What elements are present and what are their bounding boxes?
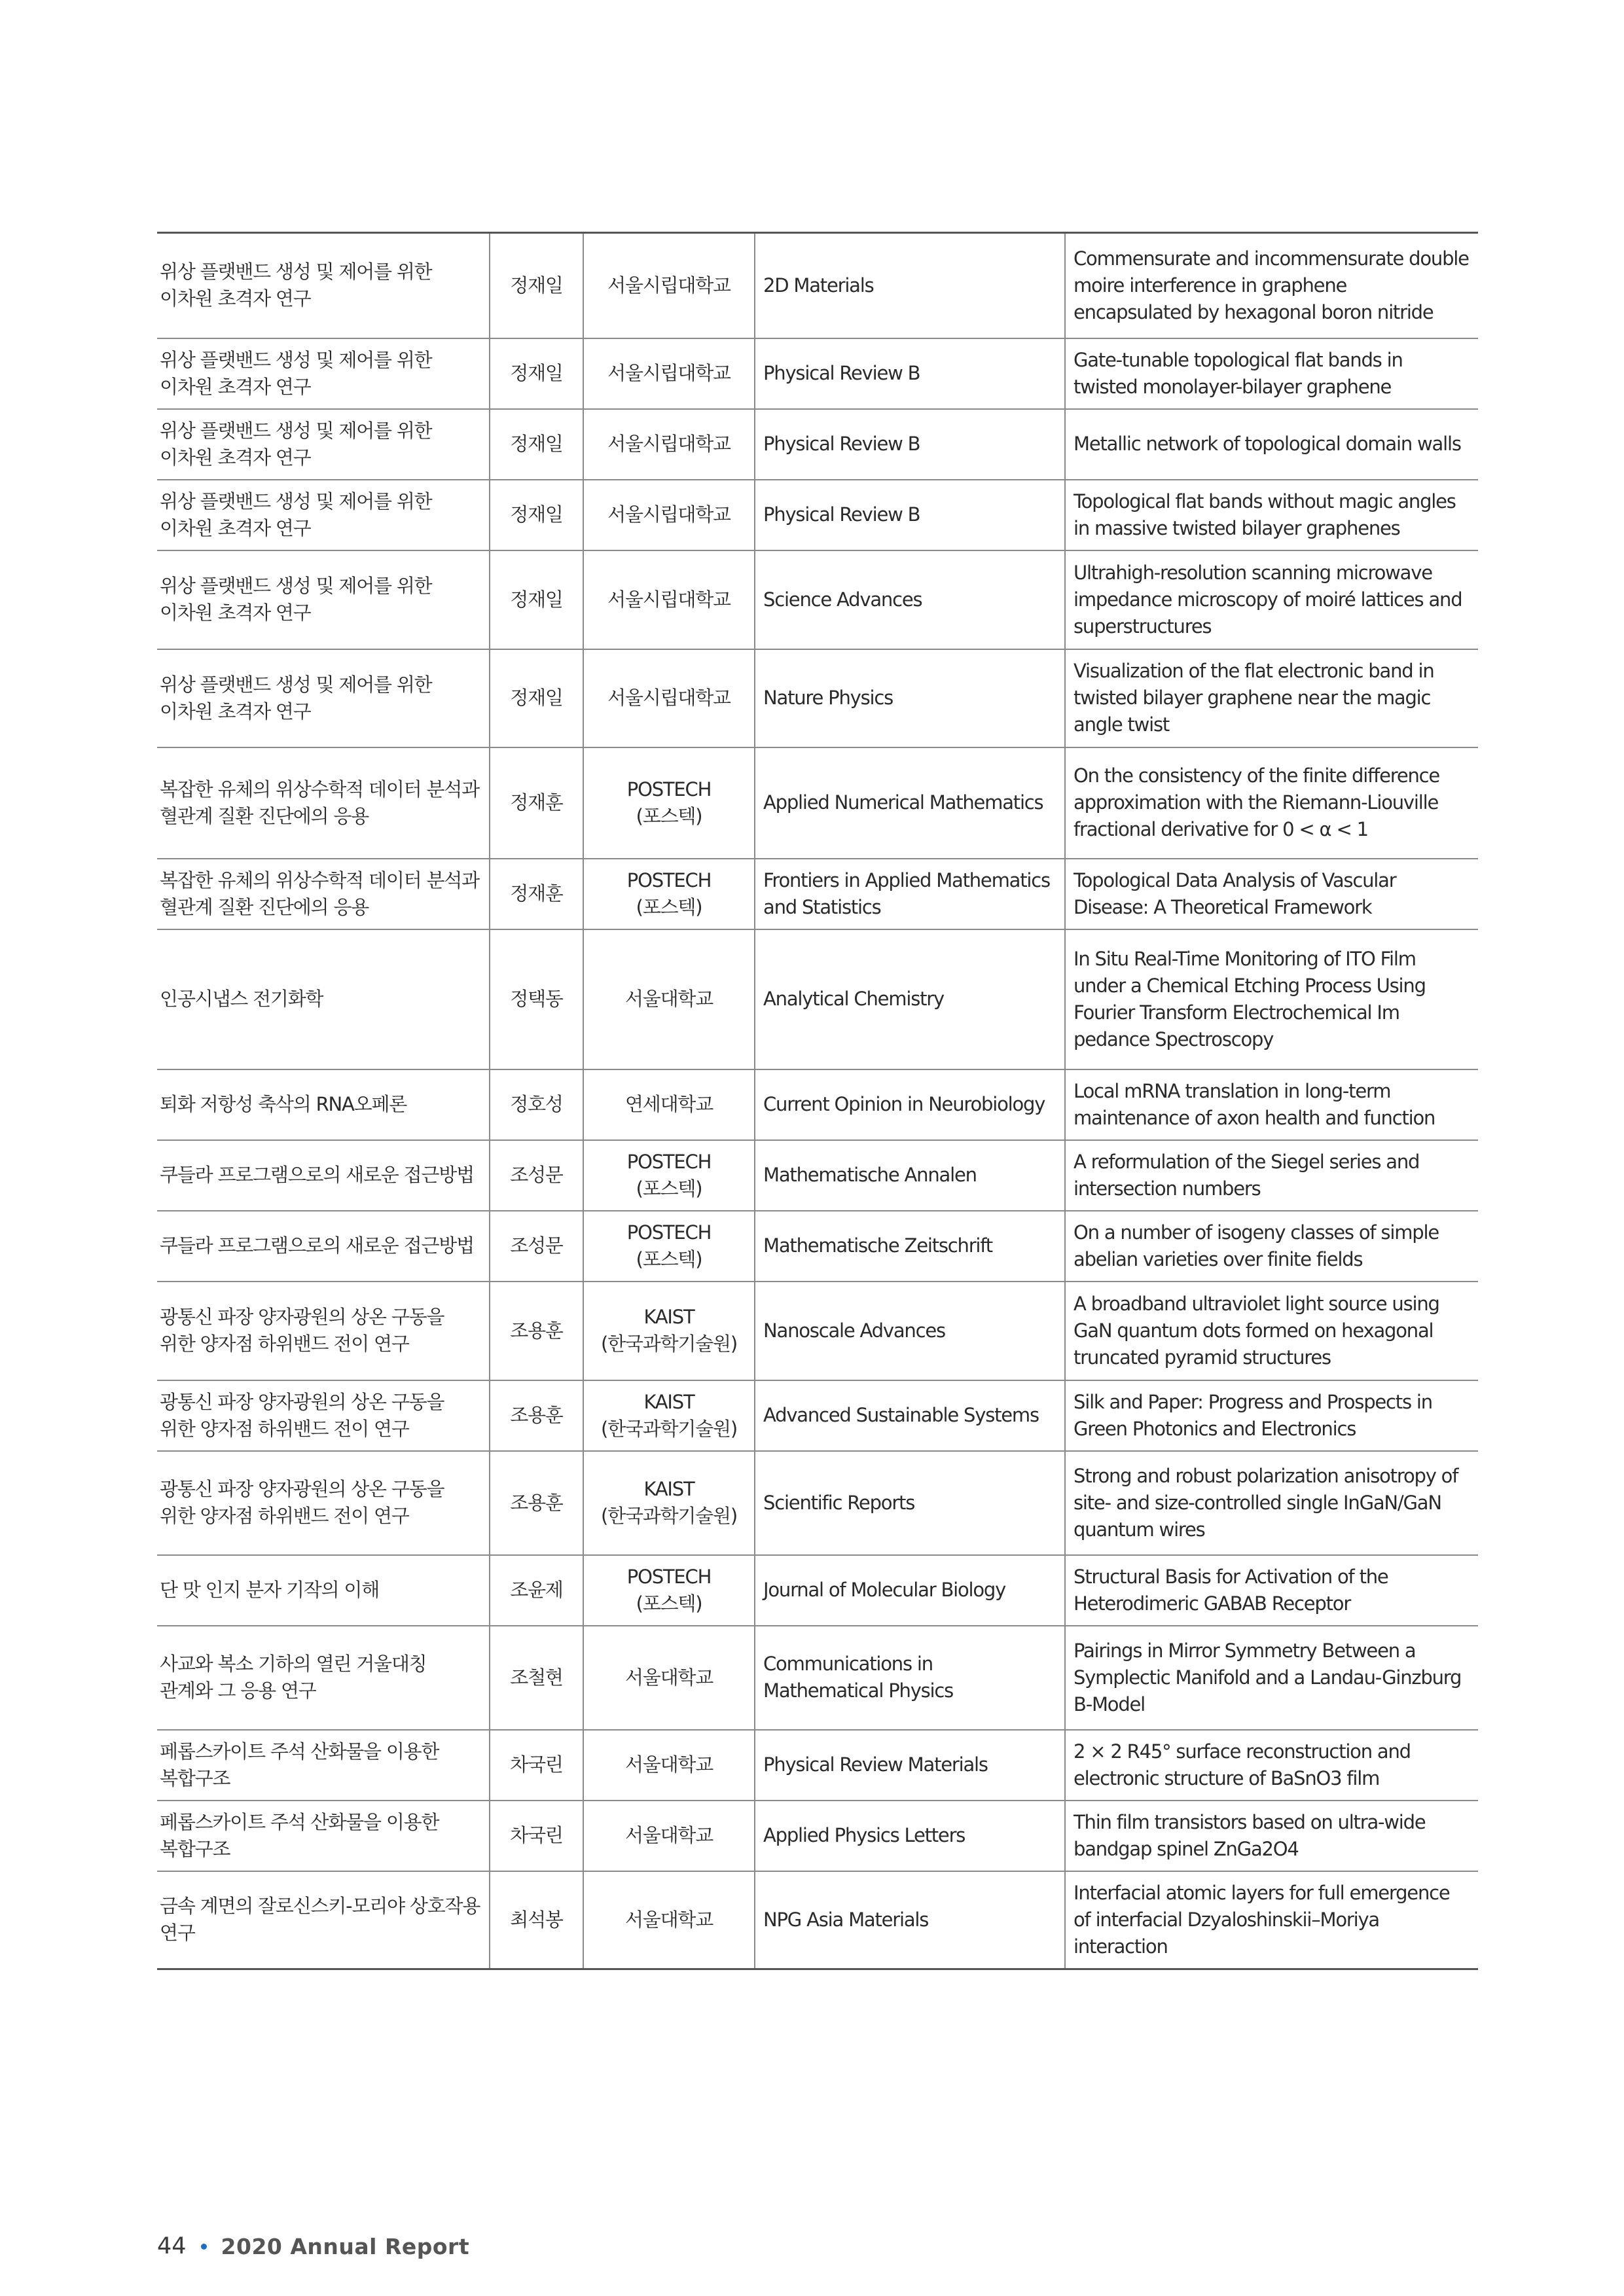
paper-title-cell: On the consistency of the finite difference approximation with the Riemann-Liouville fractional derivative for 0 < α < 1 [1065, 747, 1478, 859]
paper-title-cell: Strong and robust polarization anisotropy of site- and size-controlled single InGaN/GaN quantum wires [1065, 1451, 1478, 1555]
journal-cell: Nanoscale Advances [755, 1282, 1065, 1380]
journal-cell: Nature Physics [755, 649, 1065, 747]
researcher-cell: 조용훈 [490, 1380, 583, 1451]
researcher-cell: 정재일 [490, 338, 583, 409]
institution-cell: 서울대학교 [583, 1871, 755, 1969]
institution-cell: 연세대학교 [583, 1069, 755, 1140]
paper-title-cell: A broadband ultraviolet light source using GaN quantum dots formed on hexagonal truncated pyramid structures [1065, 1282, 1478, 1380]
researcher-cell: 조성문 [490, 1211, 583, 1282]
researcher-cell: 차국린 [490, 1730, 583, 1801]
institution-cell: KAIST (한국과학기술원) [583, 1451, 755, 1555]
institution-cell: 서울시립대학교 [583, 480, 755, 550]
publications-table-body [157, 233, 1478, 1969]
project-cell: 단 맛 인지 분자 기작의 이해 [157, 1555, 490, 1626]
table-row [157, 747, 1478, 859]
institution-cell: 서울대학교 [583, 1801, 755, 1871]
researcher-cell: 조성문 [490, 1140, 583, 1211]
researcher-cell: 정택동 [490, 929, 583, 1069]
table-row [157, 1140, 1478, 1211]
researcher-cell: 정재일 [490, 409, 583, 480]
paper-title-cell: Ultrahigh-resolution scanning microwave impedance microscopy of moiré lattices and superstructures [1065, 550, 1478, 649]
project-cell: 금속 계면의 잘로신스키-모리야 상호작용 연구 [157, 1871, 490, 1969]
project-cell: 위상 플랫밴드 생성 및 제어를 위한 이차원 초격자 연구 [157, 233, 490, 338]
project-cell: 광통신 파장 양자광원의 상온 구동을 위한 양자점 하위밴드 전이 연구 [157, 1451, 490, 1555]
researcher-cell: 조용훈 [490, 1282, 583, 1380]
paper-title-cell: Visualization of the flat electronic band in twisted bilayer graphene near the magic angle twist [1065, 649, 1478, 747]
table-row [157, 1871, 1478, 1969]
table-row [157, 480, 1478, 550]
institution-cell: 서울시립대학교 [583, 649, 755, 747]
paper-title-cell: Local mRNA translation in long-term maintenance of axon health and function [1065, 1069, 1478, 1140]
institution-cell: KAIST (한국과학기술원) [583, 1380, 755, 1451]
paper-title-cell: Gate-tunable topological flat bands in twisted monolayer-bilayer graphene [1065, 338, 1478, 409]
journal-cell: Scientific Reports [755, 1451, 1065, 1555]
table-row [157, 1801, 1478, 1871]
institution-cell: POSTECH (포스텍) [583, 747, 755, 859]
project-cell: 위상 플랫밴드 생성 및 제어를 위한 이차원 초격자 연구 [157, 480, 490, 550]
table-row [157, 859, 1478, 929]
paper-title-cell: Topological flat bands without magic angles in massive twisted bilayer graphenes [1065, 480, 1478, 550]
table-row [157, 1626, 1478, 1730]
paper-title-cell: Thin film transistors based on ultra-wide bandgap spinel ZnGa2O4 [1065, 1801, 1478, 1871]
paper-title-cell: Interfacial atomic layers for full emergence of interfacial Dzyaloshinskii–Moriya interaction [1065, 1871, 1478, 1969]
journal-cell: Applied Numerical Mathematics [755, 747, 1065, 859]
table-row [157, 929, 1478, 1069]
researcher-cell: 차국린 [490, 1801, 583, 1871]
journal-cell: Frontiers in Applied Mathematics and Statistics [755, 859, 1065, 929]
researcher-cell: 정재일 [490, 480, 583, 550]
paper-title-cell: 2 × 2 R45° surface reconstruction and electronic structure of BaSnO3 film [1065, 1730, 1478, 1801]
researcher-cell: 정재일 [490, 550, 583, 649]
paper-title-cell: Metallic network of topological domain walls [1065, 409, 1478, 480]
institution-cell: POSTECH (포스텍) [583, 1555, 755, 1626]
researcher-cell: 정재일 [490, 649, 583, 747]
table-row [157, 649, 1478, 747]
project-cell: 위상 플랫밴드 생성 및 제어를 위한 이차원 초격자 연구 [157, 409, 490, 480]
project-cell: 광통신 파장 양자광원의 상온 구동을 위한 양자점 하위밴드 전이 연구 [157, 1282, 490, 1380]
institution-cell: POSTECH (포스텍) [583, 1140, 755, 1211]
project-cell: 인공시냅스 전기화학 [157, 929, 490, 1069]
journal-cell: Journal of Molecular Biology [755, 1555, 1065, 1626]
institution-cell: POSTECH (포스텍) [583, 1211, 755, 1282]
table-row [157, 338, 1478, 409]
table-row [157, 409, 1478, 480]
journal-cell: Physical Review B [755, 338, 1065, 409]
table-row [157, 233, 1478, 338]
paper-title-cell: A reformulation of the Siegel series and intersection numbers [1065, 1140, 1478, 1211]
project-cell: 페롭스카이트 주석 산화물을 이용한 복합구조 [157, 1730, 490, 1801]
table-row [157, 1451, 1478, 1555]
paper-title-cell: Pairings in Mirror Symmetry Between a Symplectic Manifold and a Landau-Ginzburg B-Model [1065, 1626, 1478, 1730]
report-title: 2020 Annual Report [221, 2233, 470, 2259]
bullet-dot-icon [201, 2244, 207, 2250]
project-cell: 위상 플랫밴드 생성 및 제어를 위한 이차원 초격자 연구 [157, 649, 490, 747]
institution-cell: 서울시립대학교 [583, 233, 755, 338]
journal-cell: Current Opinion in Neurobiology [755, 1069, 1065, 1140]
page-number: 44 [157, 2233, 187, 2259]
researcher-cell: 최석봉 [490, 1871, 583, 1969]
project-cell: 위상 플랫밴드 생성 및 제어를 위한 이차원 초격자 연구 [157, 338, 490, 409]
institution-cell: 서울대학교 [583, 1730, 755, 1801]
researcher-cell: 조용훈 [490, 1451, 583, 1555]
table-row [157, 1211, 1478, 1282]
project-cell: 복잡한 유체의 위상수학적 데이터 분석과 혈관계 질환 진단에의 응용 [157, 747, 490, 859]
institution-cell: 서울시립대학교 [583, 409, 755, 480]
institution-cell: 서울시립대학교 [583, 550, 755, 649]
publications-table-wrap [157, 232, 1478, 1970]
researcher-cell: 조철현 [490, 1626, 583, 1730]
paper-title-cell: On a number of isogeny classes of simple abelian varieties over finite fields [1065, 1211, 1478, 1282]
project-cell: 복잡한 유체의 위상수학적 데이터 분석과 혈관계 질환 진단에의 응용 [157, 859, 490, 929]
project-cell: 페롭스카이트 주석 산화물을 이용한 복합구조 [157, 1801, 490, 1871]
table-row [157, 1730, 1478, 1801]
journal-cell: 2D Materials [755, 233, 1065, 338]
journal-cell: Advanced Sustainable Systems [755, 1380, 1065, 1451]
project-cell: 광통신 파장 양자광원의 상온 구동을 위한 양자점 하위밴드 전이 연구 [157, 1380, 490, 1451]
institution-cell: 서울시립대학교 [583, 338, 755, 409]
institution-cell: 서울대학교 [583, 929, 755, 1069]
paper-title-cell: Topological Data Analysis of Vascular Disease: A Theoretical Framework [1065, 859, 1478, 929]
paper-title-cell: Silk and Paper: Progress and Prospects in Green Photonics and Electronics [1065, 1380, 1478, 1451]
project-cell: 쿠들라 프로그램으로의 새로운 접근방법 [157, 1211, 490, 1282]
researcher-cell: 정재훈 [490, 747, 583, 859]
paper-title-cell: Structural Basis for Activation of the Heterodimeric GABAB Receptor [1065, 1555, 1478, 1626]
table-row [157, 1380, 1478, 1451]
page-footer [157, 2233, 469, 2259]
institution-cell: KAIST (한국과학기술원) [583, 1282, 755, 1380]
journal-cell: Analytical Chemistry [755, 929, 1065, 1069]
table-row [157, 1069, 1478, 1140]
journal-cell: Mathematische Zeitschrift [755, 1211, 1065, 1282]
institution-cell: 서울대학교 [583, 1626, 755, 1730]
journal-cell: NPG Asia Materials [755, 1871, 1065, 1969]
table-row [157, 1282, 1478, 1380]
journal-cell: Physical Review Materials [755, 1730, 1065, 1801]
table-row [157, 550, 1478, 649]
project-cell: 위상 플랫밴드 생성 및 제어를 위한 이차원 초격자 연구 [157, 550, 490, 649]
paper-title-cell: In Situ Real-Time Monitoring of ITO Film under a Chemical Etching Process Using Fourier Transform Electrochemical Im pedance Spectroscopy [1065, 929, 1478, 1069]
project-cell: 사교와 복소 기하의 열린 거울대칭 관계와 그 응용 연구 [157, 1626, 490, 1730]
project-cell: 쿠들라 프로그램으로의 새로운 접근방법 [157, 1140, 490, 1211]
journal-cell: Physical Review B [755, 409, 1065, 480]
table-row [157, 1555, 1478, 1626]
journal-cell: Physical Review B [755, 480, 1065, 550]
researcher-cell: 조윤제 [490, 1555, 583, 1626]
researcher-cell: 정재일 [490, 233, 583, 338]
project-cell: 퇴화 저항성 축삭의 RNA오페론 [157, 1069, 490, 1140]
paper-title-cell: Commensurate and incommensurate double moire interference in graphene encapsulated by hexagonal boron nitride [1065, 233, 1478, 338]
journal-cell: Communications in Mathematical Physics [755, 1626, 1065, 1730]
researcher-cell: 정재훈 [490, 859, 583, 929]
institution-cell: POSTECH (포스텍) [583, 859, 755, 929]
journal-cell: Science Advances [755, 550, 1065, 649]
publications-table [157, 232, 1478, 1970]
journal-cell: Mathematische Annalen [755, 1140, 1065, 1211]
journal-cell: Applied Physics Letters [755, 1801, 1065, 1871]
researcher-cell: 정호성 [490, 1069, 583, 1140]
